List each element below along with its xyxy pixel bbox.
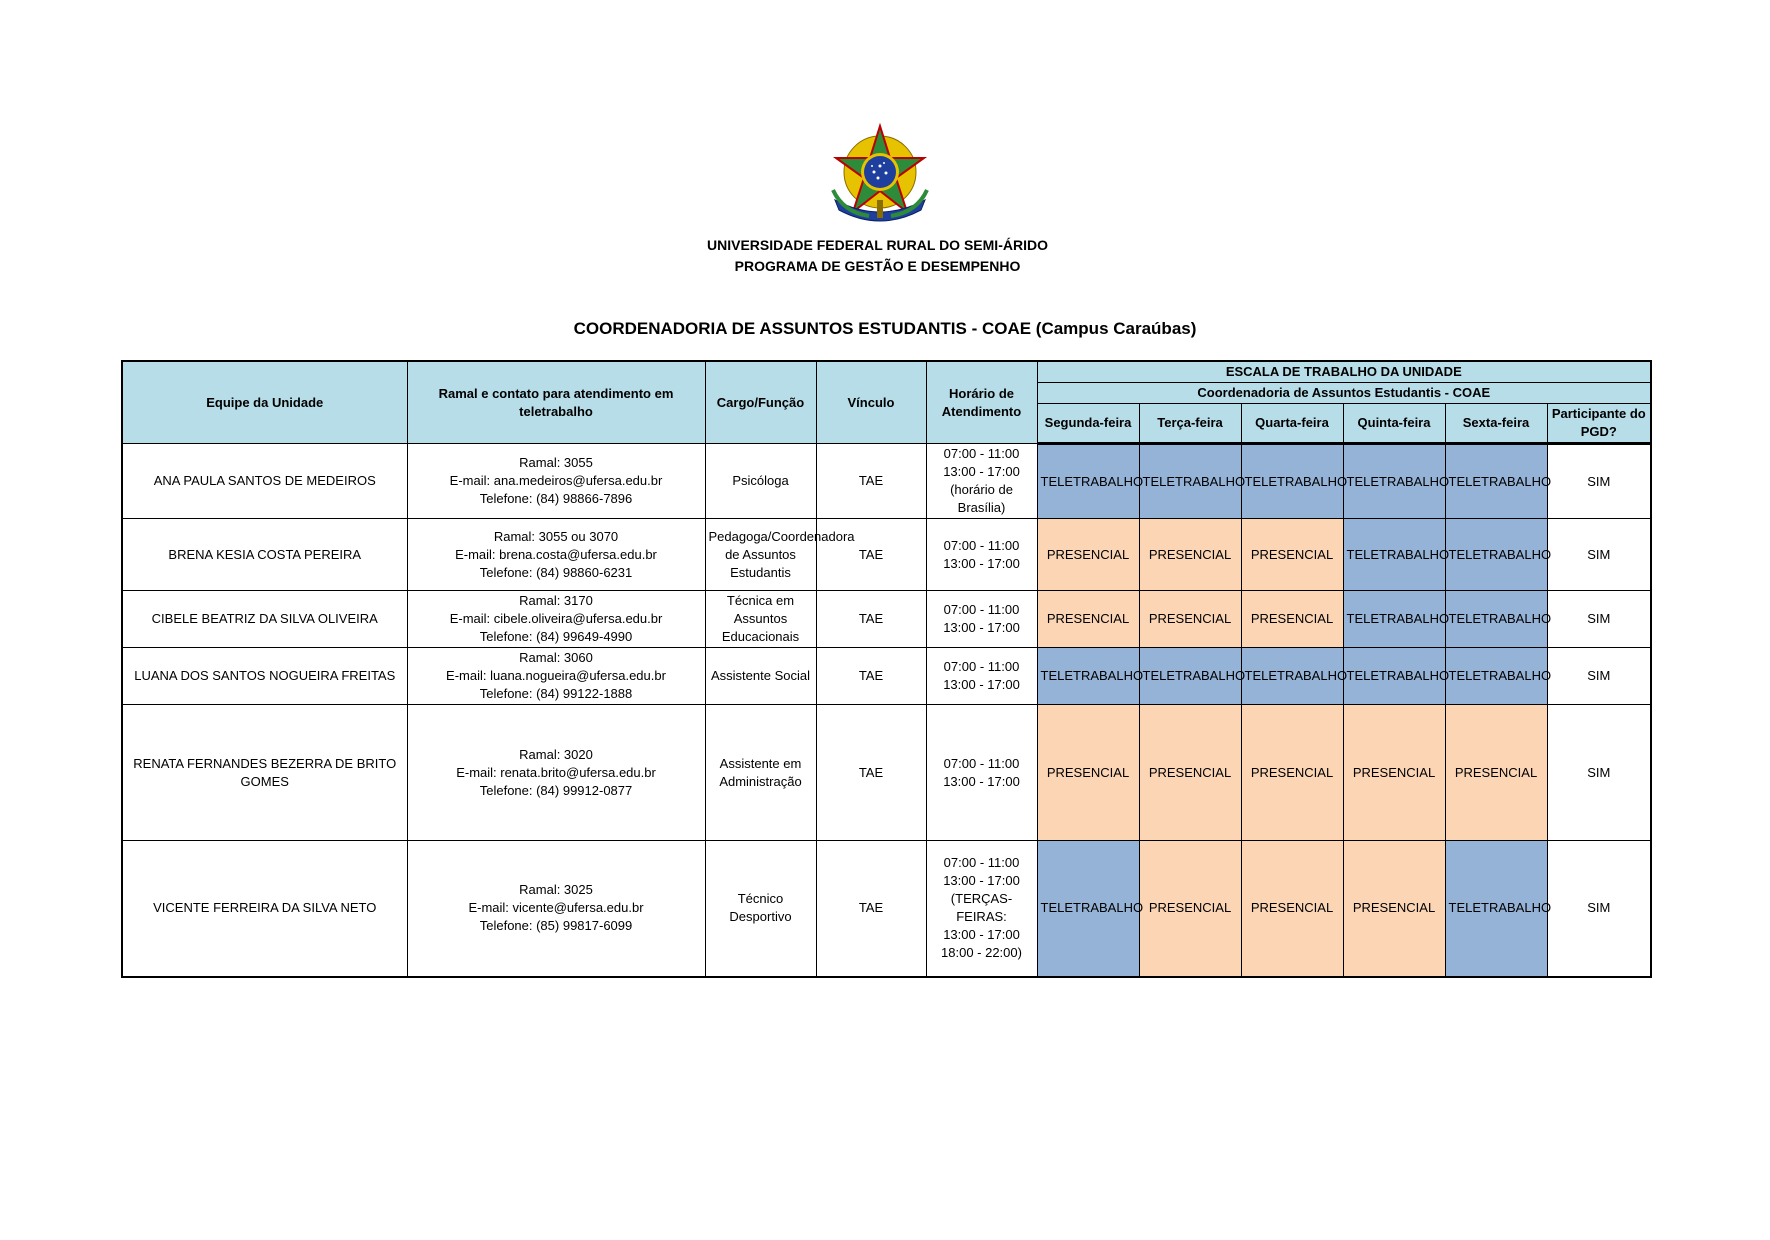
hours-line: 13:00 - 17:00: [943, 620, 1020, 635]
member-contact: [407, 519, 705, 591]
table-row: [122, 705, 1651, 841]
member-name: RENATA FERNANDES BEZERRA DE BRITO GOMES: [122, 705, 407, 841]
schedule-tuesday: PRESENCIAL: [1139, 519, 1241, 591]
member-name: LUANA DOS SANTOS NOGUEIRA FREITAS: [122, 648, 407, 705]
contact-email: E-mail: ana.medeiros@ufersa.edu.br: [449, 473, 663, 488]
table-row: [122, 648, 1651, 705]
schedule-table: [121, 360, 1652, 978]
header-bond: Vínculo: [816, 361, 926, 444]
schedule-thursday: TELETRABALHO: [1343, 519, 1445, 591]
member-pgd: SIM: [1547, 591, 1651, 648]
member-contact: [407, 591, 705, 648]
schedule-monday: PRESENCIAL: [1037, 519, 1139, 591]
member-pgd: SIM: [1547, 705, 1651, 841]
table-row: [122, 841, 1651, 977]
schedule-wednesday: PRESENCIAL: [1241, 705, 1343, 841]
member-contact: [407, 648, 705, 705]
document-title: COORDENADORIA DE ASSUNTOS ESTUDANTIS - COAE (Campus Caraúbas): [573, 319, 1197, 338]
header-schedule-subtitle: Coordenadoria de Assuntos Estudantis - COAE: [1037, 383, 1651, 404]
contact-phone: Telefone: (84) 99912-0877: [479, 782, 633, 798]
member-pgd: SIM: [1547, 841, 1651, 977]
member-pgd: SIM: [1547, 444, 1651, 519]
program-name: PROGRAMA DE GESTÃO E DESEMPENHO: [734, 258, 1021, 274]
contact-ramal: Ramal: 3055 ou 3070: [493, 528, 619, 544]
member-role: Assistente em Administração: [705, 705, 816, 841]
contact-phone: Telefone: (85) 99817-6099: [479, 918, 633, 934]
member-role: Técnica em Assuntos Educacionais: [705, 591, 816, 648]
contact-email: E-mail: cibele.oliveira@ufersa.edu.br: [449, 611, 663, 626]
member-role: Assistente Social: [705, 648, 816, 705]
hours-line: 13:00 - 17:00: [943, 773, 1020, 789]
schedule-wednesday: PRESENCIAL: [1241, 591, 1343, 648]
schedule-friday: PRESENCIAL: [1445, 705, 1547, 841]
schedule-thursday: TELETRABALHO: [1343, 591, 1445, 648]
header-contact: Ramal e contato para atendimento em teletrabalho: [407, 361, 705, 444]
schedule-tuesday: TELETRABALHO: [1139, 648, 1241, 705]
schedule-friday: TELETRABALHO: [1445, 591, 1547, 648]
hours-line: 07:00 - 11:00: [943, 659, 1020, 674]
header-team: Equipe da Unidade: [122, 361, 407, 444]
header-day-tuesday: Terça-feira: [1139, 404, 1241, 444]
header-hours: Horário de Atendimento: [926, 361, 1037, 444]
schedule-wednesday: PRESENCIAL: [1241, 519, 1343, 591]
hours-line: 13:00 - 17:00: [943, 927, 1020, 943]
schedule-wednesday: TELETRABALHO: [1241, 444, 1343, 519]
member-bond: TAE: [816, 705, 926, 841]
header-day-friday: Sexta-feira: [1445, 404, 1547, 444]
member-hours: [926, 648, 1037, 705]
contact-ramal: Ramal: 3020: [519, 746, 593, 762]
hours-line: (horário de: [950, 482, 1013, 497]
member-bond: TAE: [816, 841, 926, 977]
member-pgd: SIM: [1547, 648, 1651, 705]
member-role: Técnico Desportivo: [705, 841, 816, 977]
member-bond: TAE: [816, 519, 926, 591]
contact-email: E-mail: luana.nogueira@ufersa.edu.br: [446, 668, 666, 683]
header-day-thursday: Quinta-feira: [1343, 404, 1445, 444]
member-contact: [407, 841, 705, 977]
header-schedule-title: ESCALA DE TRABALHO DA UNIDADE: [1037, 361, 1651, 383]
schedule-friday: TELETRABALHO: [1445, 841, 1547, 977]
contact-email: E-mail: renata.brito@ufersa.edu.br: [456, 764, 656, 780]
schedule-monday: TELETRABALHO: [1037, 444, 1139, 519]
member-bond: TAE: [816, 648, 926, 705]
schedule-thursday: TELETRABALHO: [1343, 648, 1445, 705]
header-day-wednesday: Quarta-feira: [1241, 404, 1343, 444]
member-hours: [926, 841, 1037, 977]
hours-line: 07:00 - 11:00: [943, 855, 1020, 871]
member-hours: [926, 519, 1037, 591]
table-row: [122, 591, 1651, 648]
schedule-tuesday: TELETRABALHO: [1139, 444, 1241, 519]
schedule-tuesday: PRESENCIAL: [1139, 705, 1241, 841]
contact-phone: Telefone: (84) 99649-4990: [479, 629, 633, 644]
header-pgd: Participante do PGD?: [1547, 404, 1651, 444]
member-name: BRENA KESIA COSTA PEREIRA: [122, 519, 407, 591]
member-hours: [926, 705, 1037, 841]
hours-line: (TERÇAS-FEIRAS:: [950, 891, 1013, 925]
contact-email: E-mail: brena.costa@ufersa.edu.br: [455, 546, 657, 562]
hours-line: 13:00 - 17:00: [943, 555, 1020, 571]
schedule-friday: TELETRABALHO: [1445, 444, 1547, 519]
schedule-monday: TELETRABALHO: [1037, 841, 1139, 977]
contact-ramal: Ramal: 3055: [519, 455, 593, 470]
schedule-wednesday: TELETRABALHO: [1241, 648, 1343, 705]
contact-ramal: Ramal: 3025: [519, 882, 593, 898]
brazil-coat-of-arms-icon: [823, 120, 937, 236]
member-role: Pedagoga/Coordenadora de Assuntos Estudantis: [705, 519, 816, 591]
hours-line: 07:00 - 11:00: [943, 446, 1020, 461]
member-hours: [926, 591, 1037, 648]
member-bond: TAE: [816, 444, 926, 519]
schedule-thursday: PRESENCIAL: [1343, 705, 1445, 841]
hours-line: 13:00 - 17:00: [943, 464, 1020, 479]
table-row: [122, 519, 1651, 591]
schedule-monday: PRESENCIAL: [1037, 705, 1139, 841]
schedule-thursday: TELETRABALHO: [1343, 444, 1445, 519]
schedule-tuesday: PRESENCIAL: [1139, 591, 1241, 648]
contact-phone: Telefone: (84) 98860-6231: [479, 564, 633, 580]
contact-ramal: Ramal: 3170: [519, 593, 593, 608]
hours-line: 13:00 - 17:00: [943, 677, 1020, 692]
member-pgd: SIM: [1547, 519, 1651, 591]
university-name: UNIVERSIDADE FEDERAL RURAL DO SEMI-ÁRIDO: [707, 237, 1048, 253]
hours-line: 07:00 - 11:00: [943, 537, 1020, 553]
schedule-tuesday: PRESENCIAL: [1139, 841, 1241, 977]
member-bond: TAE: [816, 591, 926, 648]
member-name: ANA PAULA SANTOS DE MEDEIROS: [122, 444, 407, 519]
table-body: [122, 444, 1651, 977]
hours-line: 18:00 - 22:00): [941, 945, 1022, 961]
header-day-monday: Segunda-feira: [1037, 404, 1139, 444]
contact-phone: Telefone: (84) 99122-1888: [479, 686, 633, 701]
member-contact: [407, 705, 705, 841]
schedule-monday: PRESENCIAL: [1037, 591, 1139, 648]
schedule-friday: TELETRABALHO: [1445, 648, 1547, 705]
member-hours: [926, 444, 1037, 519]
hours-line: 07:00 - 11:00: [943, 755, 1020, 771]
schedule-friday: TELETRABALHO: [1445, 519, 1547, 591]
contact-email: E-mail: vicente@ufersa.edu.br: [468, 900, 644, 916]
header-role: Cargo/Função: [705, 361, 816, 444]
member-role: Psicóloga: [705, 444, 816, 519]
member-contact: [407, 444, 705, 519]
hours-line: Brasília): [957, 500, 1006, 515]
schedule-monday: TELETRABALHO: [1037, 648, 1139, 705]
schedule-thursday: PRESENCIAL: [1343, 841, 1445, 977]
schedule-wednesday: PRESENCIAL: [1241, 841, 1343, 977]
member-name: CIBELE BEATRIZ DA SILVA OLIVEIRA: [122, 591, 407, 648]
table-row: [122, 444, 1651, 519]
hours-line: 13:00 - 17:00: [943, 873, 1020, 889]
member-name: VICENTE FERREIRA DA SILVA NETO: [122, 841, 407, 977]
hours-line: 07:00 - 11:00: [943, 602, 1020, 617]
contact-ramal: Ramal: 3060: [519, 650, 593, 665]
contact-phone: Telefone: (84) 98866-7896: [479, 491, 633, 506]
